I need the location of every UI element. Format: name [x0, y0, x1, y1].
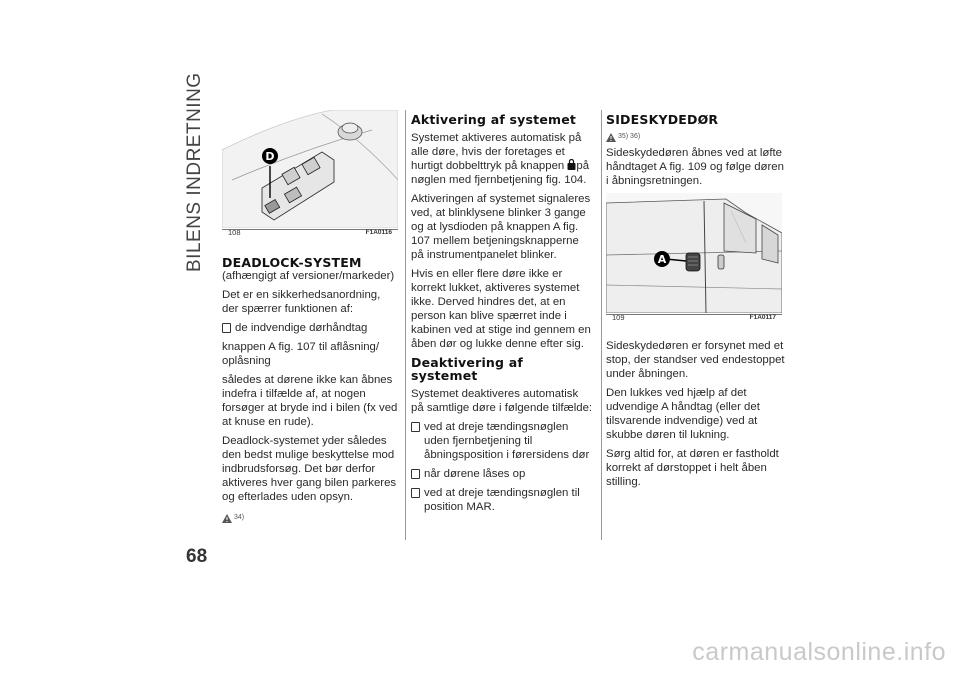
activation-p1: Systemet aktiveres automatisk på alle døre, hvis der foretages et hurtigt dobbelttryk på knappen på nøglen med fjernbetjening fig. 104.: [411, 132, 590, 186]
van-side-illustration: [606, 193, 782, 313]
sliding-door-p2: Sideskydedøren er forsynet med et stop, der standser ved endestoppet under åbningen.: [606, 340, 785, 380]
page-number: 68: [186, 546, 208, 567]
column-sliding-door: [606, 113, 788, 494]
deactivation-intro: Systemet deaktiveres automatisk på samtlige døre i følgende tilfælde:: [411, 388, 593, 414]
list-item: når dørene låses op: [411, 467, 593, 481]
warning-triangle-icon: [222, 514, 232, 523]
fig109-callout: A: [657, 253, 667, 266]
deactivation-heading: Deaktivering af systemet: [411, 355, 524, 383]
list-item: ved at dreje tændingsnøglen uden fjernbetjening til åbningsposition i førersidens dør: [411, 420, 593, 462]
warning-reference: 34): [222, 511, 244, 525]
deadlock-subheading: (afhængigt af versioner/markeder): [222, 270, 395, 282]
column-activation: [411, 113, 593, 519]
warning-reference: 35) 36): [606, 130, 640, 144]
deadlock-intro: Det er en sikkerhedsanordning, der spærrer funktionen af:: [222, 289, 381, 315]
fig108-number: 108: [228, 228, 241, 237]
column-deadlock: [222, 110, 398, 527]
fig108-callout: D: [265, 150, 275, 163]
figure-109: [606, 193, 782, 329]
checkbox-bullet-icon: [411, 469, 420, 479]
activation-heading: Aktivering af systemet: [411, 112, 577, 127]
door-switch-illustration: [222, 110, 398, 228]
activation-p2: Aktiveringen af systemet signaleres ved, at blinklysene blinker 3 gange og at lysdioden på knappen A fig. 107 mellem betjeningsknapperne på instrumentpanelet blinker.: [411, 193, 591, 261]
watermark: carmanualsonline.info: [692, 638, 946, 666]
checkbox-bullet-icon: [411, 422, 420, 432]
sliding-door-p1: Sideskydedøren åbnes ved at løfte håndtaget A fig. 109 og følge døren i åbningsretningen.: [606, 147, 784, 187]
checkbox-bullet-icon: [411, 488, 420, 498]
chapter-title: BILENS INDRETNING: [184, 72, 205, 272]
deadlock-p1: knappen A fig. 107 til aflåsning/ oplåsning: [222, 341, 380, 367]
deadlock-heading: DEADLOCK-SYSTEM: [222, 255, 362, 270]
deadlock-p3: Deadlock-systemet yder således den bedst mulige beskyttelse mod indbrudsforsøg. Det bør derfor aktiveres hver gang bilen parkeres og efterlades uden opsyn.: [222, 435, 397, 503]
activation-p3: Hvis en eller flere døre ikke er korrekt lukket, aktiveres systemet ikke. Derved hindres det, at en person kan blive spærret inde i kabinen ved at stige ind gennem en åben dør og lukke denne efter sig.: [411, 268, 591, 350]
sliding-door-heading: SIDESKYDEDØR: [606, 112, 719, 127]
checkbox-bullet-icon: [222, 323, 231, 333]
fig109-number: 109: [612, 313, 625, 322]
sliding-door-p4: Sørg altid for, at døren er fastholdt korrekt af dørstoppet i helt åben stilling.: [606, 448, 779, 488]
list-item: ved at dreje tændingsnøglen til position MAR.: [411, 486, 593, 514]
fig109-code: F1A0117: [749, 314, 776, 321]
sliding-door-p3: Den lukkes ved hjælp af det udvendige A håndtag (eller det tilsvarende indvendige) ved at skubbe døren til lukning.: [606, 387, 760, 441]
warning-triangle-icon: [606, 133, 616, 142]
list-item: de indvendige dørhåndtag: [222, 321, 398, 335]
deadlock-p2: således at dørene ikke kan åbnes indefra i tilfælde af, at nogen forsøger at bryde ind i bilen (fx ved at knuse en rude).: [222, 374, 398, 428]
fig108-code: F1A0116: [365, 229, 392, 236]
column-divider-2: [601, 110, 602, 540]
figure-108: [222, 110, 398, 244]
column-divider-1: [405, 110, 406, 540]
